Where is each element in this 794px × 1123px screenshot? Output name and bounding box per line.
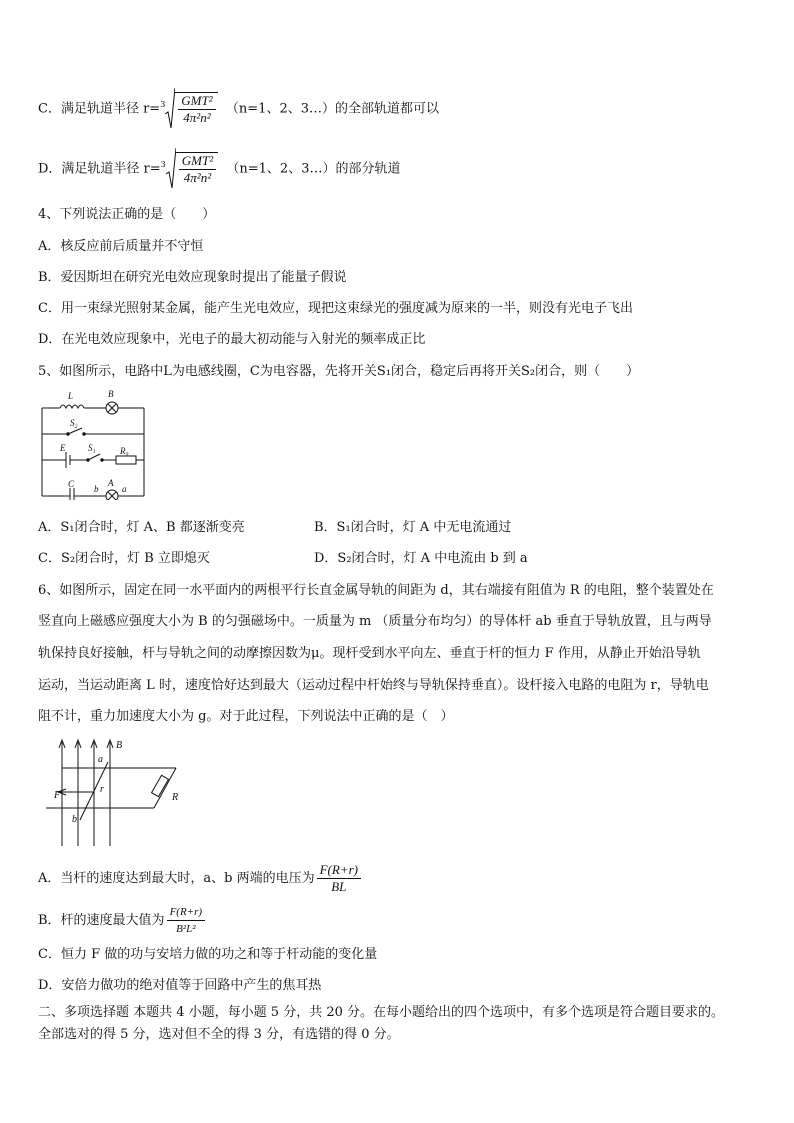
label-B: B [108, 389, 114, 399]
label-rod-b: b [72, 814, 77, 825]
cube-root-formula: 3 $\frac{\text{GMT²}}{\text{4π²n²}}$ [160, 88, 217, 130]
label-S2: S₂ [70, 418, 78, 428]
q4-option-c: C．用一束绿光照射某金属，能产生光电效应，现把这束绿光的强度减为原来的一半，则没有光电子飞出 [38, 301, 633, 316]
q6-stem-line-4: 运动，当运动距离 L 时，速度恰好达到最大（运动过程中杆始终与导轨保持垂直）。设杆接入电路的电阻为 r，导轨电 [38, 678, 709, 693]
label-force-F: F [54, 790, 61, 801]
label-C: C [68, 479, 75, 489]
q6-option-a: A．当杆的速度达到最大时，a、b 两端的电压为 $\frac{F(R+r)}{BL}$ [38, 862, 363, 895]
label-resistor-R: R [172, 792, 179, 803]
label-A: A [108, 478, 114, 488]
cube-root-formula: 3 $\frac{\text{GMT²}}{\text{4π²n²}}$ [161, 148, 218, 190]
q6-option-b-fraction: $\frac{F(R+r)}{\text{B²L²}}$ [167, 904, 205, 937]
label-S1: S₁ [88, 443, 96, 453]
q6-stem-line-5: 阻不计，重力加速度大小为 g。对于此过程，下列说法中正确的是（ ） [38, 709, 454, 724]
q6-stem-line-2: 竖直向上磁感应强度大小为 B 的匀强磁场中。一质量为 m （质量分布均匀）的导体杆 ab 垂直于导轨放置，且与两导 [38, 614, 712, 629]
q5-option-c: C．S₂闭合时，灯 B 立即熄灭 [38, 551, 210, 566]
inductor-coil-icon [60, 405, 84, 408]
label-rod-a: a [98, 754, 103, 765]
q5-option-b: B．S₁闭合时，灯 A 中无电流通过 [314, 520, 512, 535]
q5-stem: 5、如图所示，电路中L为电感线圈，C为电容器，先将开关S₁闭合，稳定后再将开关S₂闭合，则（ ） [38, 364, 640, 379]
label-R0: R₀ [120, 446, 129, 456]
q6-stem-line-1: 6、如图所示，固定在同一水平面内的两根平行长直金属导轨的间距为 d，其右端接有阻值为 R 的电阻，整个装置处在 [38, 583, 714, 598]
q5-circuit-diagram [38, 388, 150, 500]
q3-option-c: C．满足轨道半径 r= 3 $\frac{\text{GMT²}}{\text{4π²n²}}$ （n=1、2、3…）的全部轨道都可以 [38, 88, 439, 130]
q6-option-b: B．杆的速度最大值为 $\frac{F(R+r)}{\text{B²L²}}$ [38, 904, 207, 937]
q6-rail-diagram [42, 736, 192, 848]
label-E: E [60, 443, 66, 453]
section-2-heading-line-1: 二、多项选择题 本题共 4 小题，每小题 5 分，共 20 分。在每小题给出的四个选项中，有多个选项是符合题目要求的。 [38, 1005, 725, 1020]
q4-option-a: A．核反应前后质量并不守恒 [38, 239, 204, 254]
section-2-heading-line-2: 全部选对的得 5 分，选对但不全的得 3 分，有选错的得 0 分。 [38, 1027, 400, 1042]
q5-option-d: D．S₂闭合时，灯 A 中电流由 b 到 a [314, 551, 528, 566]
q4-stem: 4、下列说法正确的是（ ） [38, 207, 216, 222]
q5-option-a: A．S₁闭合时，灯 A、B 都逐渐变亮 [38, 520, 245, 535]
label-field-B: B [116, 740, 123, 751]
q6-option-a-fraction: $\frac{F(R+r)}{BL}$ [317, 862, 361, 895]
q4-option-b: B．爱因斯坦在研究光电效应现象时提出了能量子假说 [38, 270, 347, 285]
q6-option-c: C．恒力 F 做的功与安培力做的功之和等于杆动能的变化量 [38, 947, 378, 962]
q4-option-d: D．在光电效应现象中，光电子的最大初动能与入射光的频率成正比 [38, 332, 426, 347]
q6-stem-line-3: 轨保持良好接触，杆与导轨之间的动摩擦因数为μ。现杆受到水平向左、垂直于杆的恒力 F 作用，从静止开始沿导轨 [38, 646, 701, 661]
label-L: L [68, 391, 74, 401]
q6-option-d: D．安倍力做功的绝对值等于回路中产生的焦耳热 [38, 978, 322, 993]
q3-option-d: D．满足轨道半径 r= 3 $\frac{\text{GMT²}}{\text{4π²n²}}$ （n=1、2、3…）的部分轨道 [38, 148, 400, 190]
label-b: b [94, 484, 99, 494]
label-rod-r: r [100, 784, 104, 795]
label-a: a [122, 484, 127, 494]
